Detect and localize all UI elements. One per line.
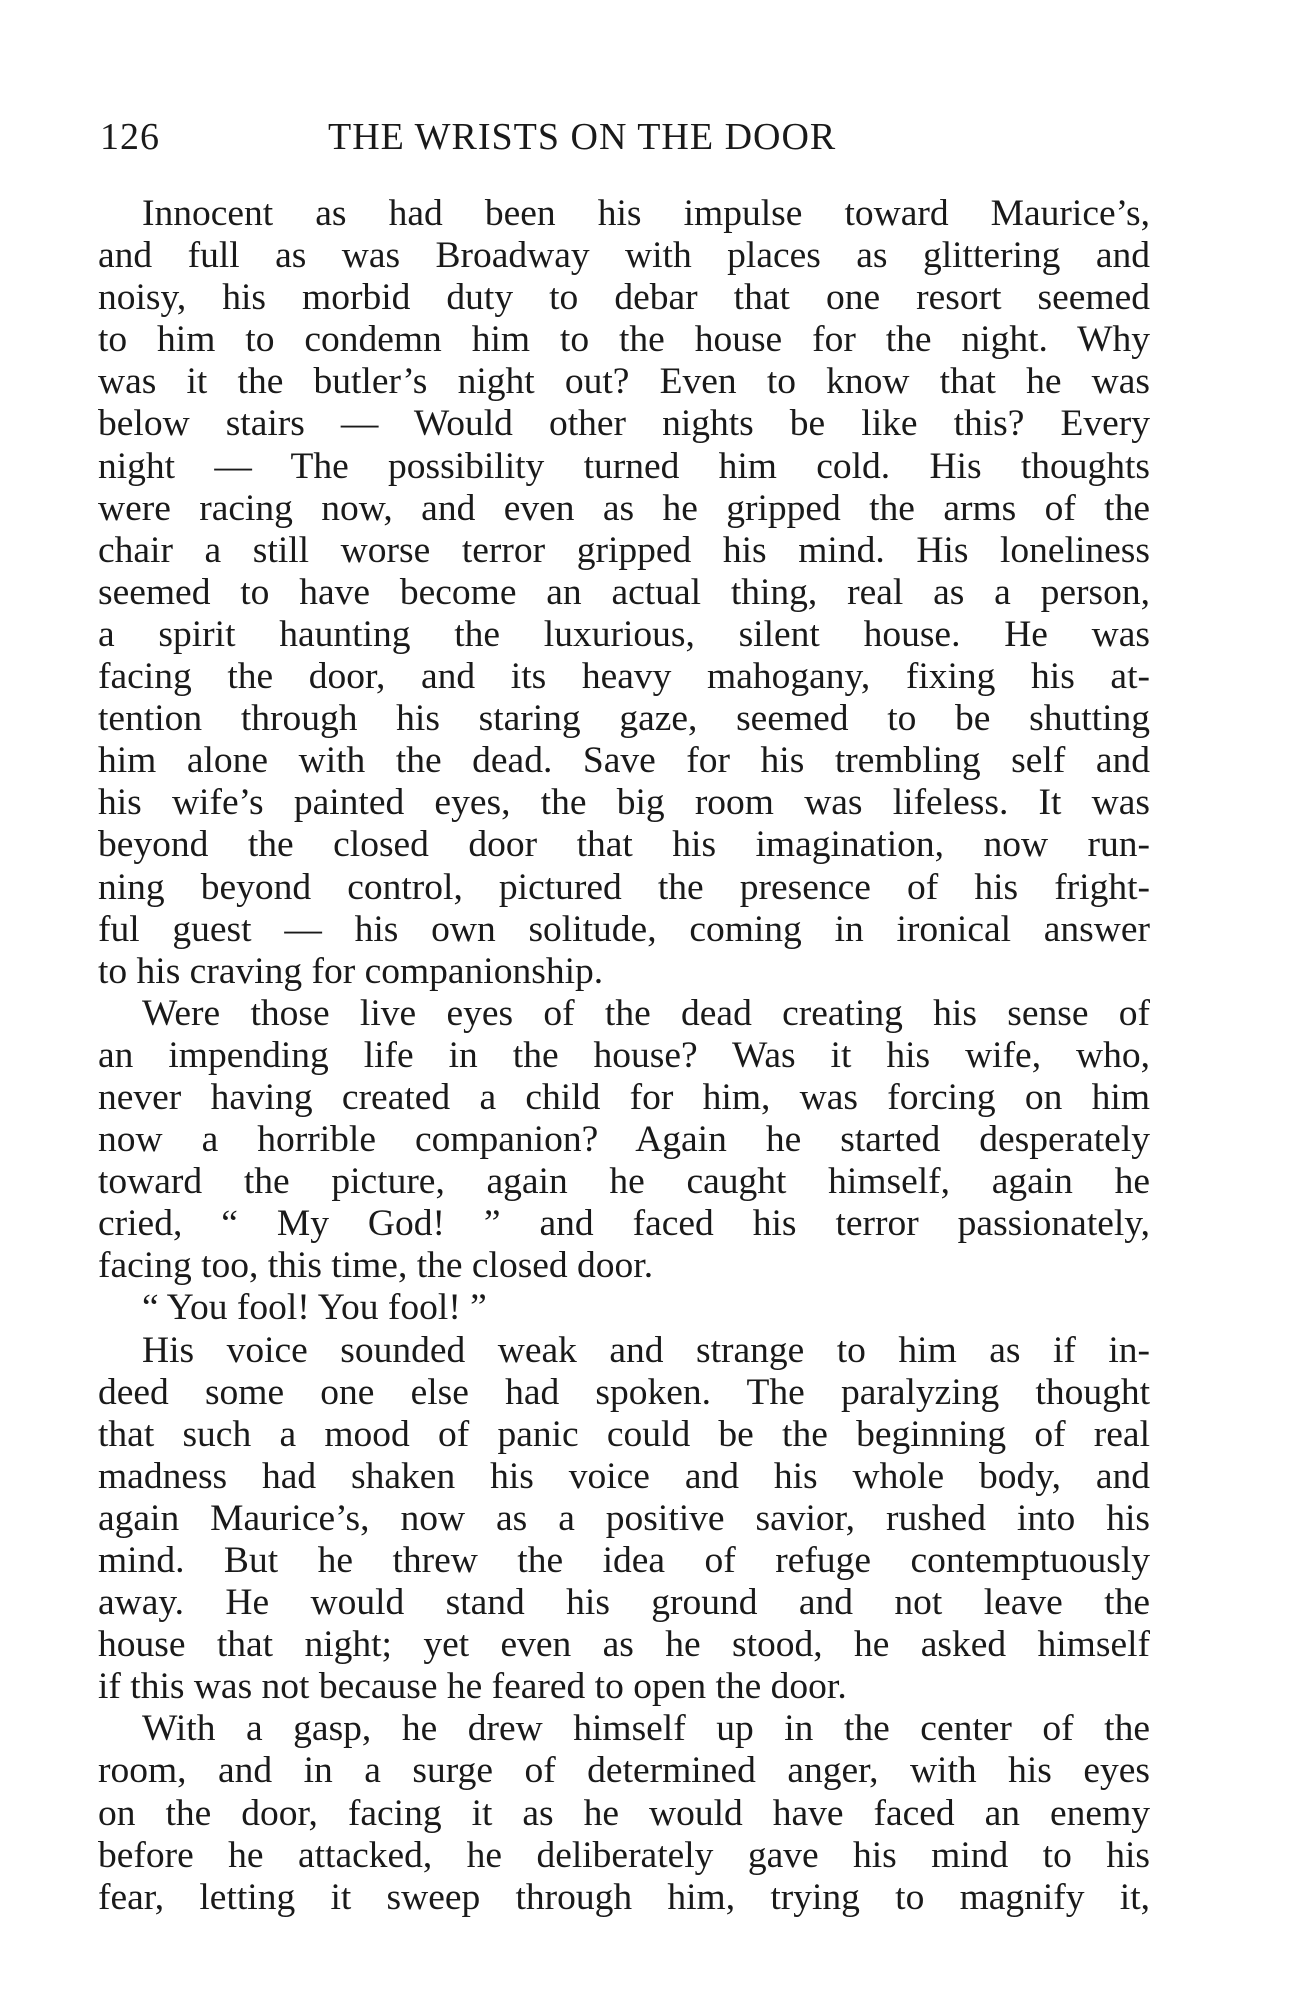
text-line: to his craving for companionship. (98, 950, 604, 992)
text-line: “ You fool! You fool! ” (142, 1287, 487, 1329)
text-line: and full as was Broadway with places as glittering and (98, 235, 1150, 277)
text-line: His voice sounded weak and strange to him as if in- (142, 1329, 1150, 1371)
running-title: THE WRISTS ON THE DOOR (328, 116, 837, 158)
text-line: facing too, this time, the closed door. (98, 1245, 654, 1287)
text-line: ning beyond control, pictured the presence of his fright- (98, 866, 1150, 908)
text-line: Were those live eyes of the dead creating his sense of (142, 992, 1150, 1034)
text-line: on the door, facing it as he would have faced an enemy (98, 1792, 1150, 1834)
text-line: fear, letting it sweep through him, trying to magnify it, (98, 1876, 1150, 1918)
text-line: away. He would stand his ground and not leave the (98, 1582, 1150, 1624)
text-line: Innocent as had been his impulse toward Maurice’s, (142, 193, 1150, 234)
text-line: toward the picture, again he caught himself, again he (98, 1161, 1150, 1203)
text-line: beyond the closed door that his imagination, now run- (98, 824, 1150, 866)
text-line: chair a still worse terror gripped his mind. His loneliness (98, 529, 1150, 571)
text-line: were racing now, and even as he gripped the arms of the (98, 487, 1150, 529)
text-line: now a horrible companion? Again he started desperately (98, 1119, 1150, 1161)
text-line: below stairs — Would other nights be like this? Every (98, 403, 1150, 445)
text-line: house that night; yet even as he stood, he asked himself (98, 1624, 1150, 1666)
text-line: mind. But he threw the idea of refuge contemptuously (98, 1540, 1150, 1581)
text-line: madness had shaken his voice and his whole body, and (98, 1455, 1150, 1497)
text-line: him alone with the dead. Save for his trembling self and (98, 740, 1150, 782)
text-line: an impending life in the house? Was it his wife, who, (98, 1034, 1150, 1076)
text-line: night — The possibility turned him cold. His thoughts (98, 445, 1150, 487)
text-line: room, and in a surge of determined anger, with his eyes (98, 1750, 1150, 1792)
text-line: if this was not because he feared to open the door. (98, 1666, 847, 1708)
text-line: again Maurice’s, now as a positive savior, rushed into his (98, 1497, 1150, 1539)
text-line: With a gasp, he drew himself up in the center of the (142, 1708, 1150, 1750)
text-line: seemed to have become an actual thing, real as a person, (98, 571, 1150, 613)
body-text (98, 193, 1150, 1919)
text-line: that such a mood of panic could be the beginning of real (98, 1413, 1150, 1455)
text-line: a spirit haunting the luxurious, silent house. He was (98, 613, 1150, 655)
text-line: tention through his staring gaze, seemed to be shutting (98, 698, 1150, 740)
text-line: deed some one else had spoken. The paralyzing thought (98, 1371, 1150, 1413)
text-line: noisy, his morbid duty to debar that one resort seemed (98, 277, 1150, 319)
text-line: his wife’s painted eyes, the big room was lifeless. It was (98, 782, 1150, 824)
text-line: never having created a child for him, was forcing on him (98, 1076, 1150, 1118)
page-number: 126 (100, 116, 160, 158)
text-line: was it the butler’s night out? Even to know that he was (98, 361, 1150, 403)
text-line: cried, “ My God! ” and faced his terror passionately, (98, 1203, 1150, 1245)
running-head (100, 112, 1150, 162)
text-line: ful guest — his own solitude, coming in ironical answer (98, 908, 1150, 950)
text-line: before he attacked, he deliberately gave his mind to his (98, 1834, 1150, 1876)
text-line: facing the door, and its heavy mahogany, fixing his at- (98, 656, 1150, 698)
text-line: to him to condemn him to the house for the night. Why (98, 319, 1150, 361)
